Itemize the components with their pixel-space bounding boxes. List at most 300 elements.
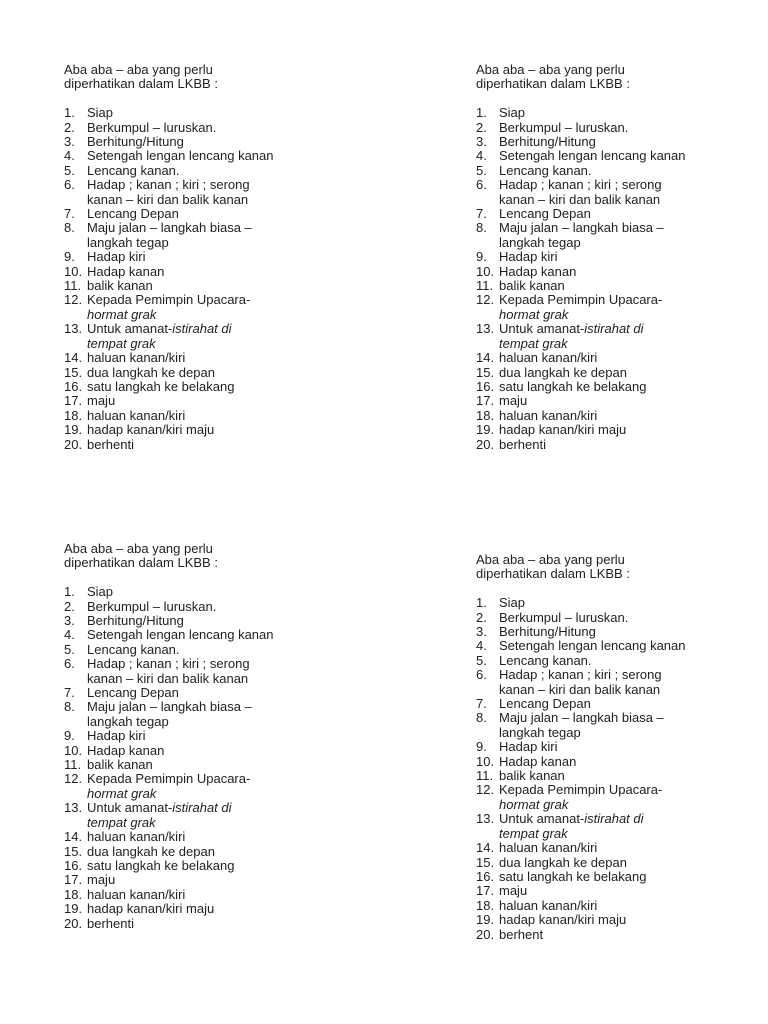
item-number: 9. [476, 249, 487, 265]
item-number: 7. [64, 685, 75, 701]
list-item [476, 394, 768, 408]
list-item [64, 394, 364, 408]
list-item [476, 711, 768, 740]
list-item [64, 801, 364, 830]
item-number: 5. [476, 652, 487, 668]
item-text-main: Setengah lengan lencang kanan [499, 638, 686, 654]
item-text [87, 830, 364, 844]
list-item [476, 409, 768, 423]
item-text [87, 135, 364, 149]
block-title-line-2: diperhatikan dalam LKBB : [64, 76, 218, 92]
list-item [64, 873, 364, 887]
item-text-main: balik kanan [87, 278, 153, 294]
item-text-main: Lencang kanan. [87, 641, 180, 657]
item-text-main: haluan kanan/kiri [499, 897, 598, 913]
item-number: 12. [64, 771, 83, 787]
item-text-main: Untuk amanat- [499, 811, 585, 827]
item-text-continuation-italic: hormat grak [87, 306, 157, 322]
list-item [476, 438, 768, 452]
item-text [499, 783, 768, 812]
command-list-block-1 [64, 63, 364, 452]
list-item [476, 106, 768, 120]
block-title-line-2: diperhatikan dalam LKBB : [476, 76, 630, 92]
item-number: 7. [476, 696, 487, 712]
item-text-main: Maju jalan – langkah biasa – [87, 699, 252, 715]
list-item [64, 293, 364, 322]
item-text-continuation-italic: tempat grak [87, 814, 156, 830]
list-item [64, 149, 364, 163]
list-item [476, 884, 768, 898]
item-text [499, 812, 768, 841]
item-text [87, 686, 364, 700]
item-text-main: Hadap ; kanan ; kiri ; serong [499, 667, 662, 683]
item-number: 8. [64, 699, 75, 715]
list-item [64, 409, 364, 423]
item-text-main: satu langkah ke belakang [87, 378, 235, 394]
list-item [476, 164, 768, 178]
item-text-main: hadap kanan/kiri maju [87, 901, 215, 917]
item-text [87, 149, 364, 163]
item-text-main: haluan kanan/kiri [499, 350, 598, 366]
item-number: 10. [64, 263, 83, 279]
list-item [64, 322, 364, 351]
item-number: 12. [64, 292, 83, 308]
item-text-main: Berkumpul – luruskan. [499, 119, 629, 135]
item-number: 19. [64, 901, 83, 917]
list-item [476, 121, 768, 135]
item-text [87, 178, 364, 207]
item-number: 15. [64, 364, 83, 380]
item-text [499, 928, 768, 942]
item-text-main: berhenti [499, 436, 546, 452]
list-item [64, 772, 364, 801]
list-item [64, 600, 364, 614]
list-item [64, 366, 364, 380]
item-number: 6. [64, 656, 75, 672]
item-text-main: balik kanan [87, 757, 153, 773]
list-item [64, 686, 364, 700]
command-list-block-3 [64, 542, 364, 931]
item-text-main: Maju jalan – langkah biasa – [499, 710, 664, 726]
item-text-italic: istirahat di [172, 321, 232, 337]
item-text [499, 409, 768, 423]
item-text [87, 729, 364, 743]
item-text [499, 740, 768, 754]
item-number: 17. [64, 393, 83, 409]
item-text-main: Hadap ; kanan ; kiri ; serong [87, 177, 250, 193]
item-text [499, 394, 768, 408]
item-text-main: Lencang kanan. [87, 162, 180, 178]
item-text-main: Setengah lengan lencang kanan [87, 148, 274, 164]
item-text [499, 322, 768, 351]
item-text [87, 859, 364, 873]
block-title [64, 63, 364, 92]
item-number: 12. [476, 292, 495, 308]
item-text-main: berhent [499, 926, 544, 942]
item-number: 8. [476, 220, 487, 236]
item-text-continuation-italic: hormat grak [499, 796, 569, 812]
list-item [64, 700, 364, 729]
item-text [499, 149, 768, 163]
command-list-block-2 [476, 63, 768, 452]
item-text [87, 394, 364, 408]
item-text [499, 639, 768, 653]
list-item [64, 902, 364, 916]
list-item [64, 758, 364, 772]
item-number: 11. [476, 278, 494, 294]
item-number: 20. [64, 436, 83, 452]
item-text-main: Hadap ; kanan ; kiri ; serong [87, 656, 250, 672]
item-text-main: Hadap kiri [499, 249, 558, 265]
item-number: 18. [64, 407, 83, 423]
item-number: 19. [476, 422, 495, 438]
item-number: 3. [476, 134, 487, 150]
item-text [87, 657, 364, 686]
item-number: 19. [476, 912, 495, 928]
item-text-main: hadap kanan/kiri maju [499, 912, 627, 928]
item-number: 15. [476, 854, 495, 870]
item-text [499, 380, 768, 394]
list-item [476, 135, 768, 149]
item-text-main: Berkumpul – luruskan. [87, 598, 217, 614]
item-number: 2. [476, 119, 487, 135]
item-text-continuation-italic: hormat grak [87, 785, 157, 801]
list-item [476, 697, 768, 711]
item-number: 16. [476, 868, 495, 884]
item-number: 2. [64, 598, 75, 614]
item-number: 6. [64, 177, 75, 193]
block-title-line-2: diperhatikan dalam LKBB : [64, 555, 218, 571]
item-number: 9. [476, 739, 487, 755]
item-text-continuation: langkah tegap [499, 724, 581, 740]
item-text [499, 164, 768, 178]
item-text-main: Lencang Depan [87, 206, 179, 222]
list-item [476, 207, 768, 221]
item-text [499, 625, 768, 639]
list-item [476, 596, 768, 610]
item-text [87, 293, 364, 322]
list-item [64, 628, 364, 642]
item-text [499, 711, 768, 740]
item-number: 10. [64, 742, 83, 758]
item-number: 18. [476, 407, 495, 423]
item-text-main: Berhitung/Hitung [499, 134, 596, 150]
item-text-main: Kepada Pemimpin Upacara- [499, 292, 663, 308]
item-text [87, 380, 364, 394]
item-text [87, 801, 364, 830]
list-item [64, 380, 364, 394]
list-item [476, 899, 768, 913]
item-text [87, 423, 364, 437]
item-text [87, 744, 364, 758]
item-number: 16. [476, 378, 495, 394]
item-number: 11. [64, 278, 82, 294]
item-number: 7. [476, 206, 487, 222]
item-text-continuation-italic: hormat grak [499, 306, 569, 322]
item-text [499, 899, 768, 913]
item-number: 2. [476, 609, 487, 625]
item-text-main: Hadap kanan [87, 263, 165, 279]
item-text-italic: istirahat di [584, 811, 644, 827]
command-list-block-4 [476, 553, 768, 942]
item-text-main: maju [87, 872, 116, 888]
block-title-line-1: Aba aba – aba yang perlu [476, 552, 625, 567]
item-text-continuation: langkah tegap [87, 713, 169, 729]
item-text [87, 351, 364, 365]
item-text-main: dua langkah ke depan [499, 854, 627, 870]
item-text [87, 758, 364, 772]
item-text-main: Hadap kanan [499, 263, 577, 279]
item-text-main: Siap [87, 584, 114, 600]
item-text [499, 293, 768, 322]
item-text-main: Siap [499, 595, 526, 611]
item-text [87, 628, 364, 642]
list-item [476, 279, 768, 293]
list-item [64, 438, 364, 452]
item-number: 6. [476, 667, 487, 683]
item-text [499, 221, 768, 250]
item-text [499, 106, 768, 120]
list-item [476, 293, 768, 322]
item-text [499, 913, 768, 927]
item-text [87, 279, 364, 293]
item-text [499, 856, 768, 870]
item-text-continuation: langkah tegap [87, 234, 169, 250]
block-title-line-1: Aba aba – aba yang perlu [64, 541, 213, 556]
item-number: 14. [64, 350, 83, 366]
item-text-continuation: kanan – kiri dan balik kanan [499, 191, 661, 207]
item-text-italic: istirahat di [584, 321, 644, 337]
item-number: 16. [64, 378, 83, 394]
item-number: 14. [476, 350, 495, 366]
item-text-main: maju [499, 883, 528, 899]
item-text [499, 121, 768, 135]
item-text-main: Berhitung/Hitung [87, 134, 184, 150]
block-title [476, 553, 768, 582]
item-text-continuation: kanan – kiri dan balik kanan [499, 681, 661, 697]
item-number: 13. [476, 811, 495, 827]
item-text-main: Untuk amanat- [87, 800, 173, 816]
item-text-main: berhenti [87, 436, 134, 452]
list-item [476, 149, 768, 163]
item-text [87, 164, 364, 178]
list-item [476, 668, 768, 697]
item-number: 10. [476, 753, 495, 769]
item-text [499, 366, 768, 380]
item-text [87, 438, 364, 452]
item-text-continuation-italic: tempat grak [87, 335, 156, 351]
item-text-main: Hadap kiri [87, 249, 146, 265]
list-item [476, 423, 768, 437]
item-number: 17. [476, 883, 495, 899]
item-text [87, 322, 364, 351]
item-number: 19. [64, 422, 83, 438]
item-text-main: haluan kanan/kiri [87, 829, 186, 845]
block-title-line-1: Aba aba – aba yang perlu [64, 62, 213, 77]
item-text-main: Maju jalan – langkah biasa – [87, 220, 252, 236]
item-text [499, 207, 768, 221]
item-text-main: satu langkah ke belakang [87, 857, 235, 873]
item-text-continuation: langkah tegap [499, 234, 581, 250]
item-number: 17. [476, 393, 495, 409]
list-item [64, 744, 364, 758]
item-text-main: Setengah lengan lencang kanan [499, 148, 686, 164]
item-text-main: haluan kanan/kiri [87, 350, 186, 366]
item-number: 9. [64, 249, 75, 265]
item-text [87, 873, 364, 887]
item-text [499, 438, 768, 452]
item-text-main: Hadap kiri [499, 739, 558, 755]
list-item [476, 870, 768, 884]
list-item [476, 841, 768, 855]
list-item [476, 221, 768, 250]
item-text-main: dua langkah ke depan [499, 364, 627, 380]
item-text [499, 654, 768, 668]
list-item [476, 265, 768, 279]
item-text-main: haluan kanan/kiri [87, 886, 186, 902]
item-number: 5. [64, 162, 75, 178]
item-number: 1. [64, 584, 75, 600]
item-number: 4. [64, 148, 75, 164]
list-item [64, 585, 364, 599]
item-text [499, 279, 768, 293]
item-text-main: Berkumpul – luruskan. [87, 119, 217, 135]
item-number: 13. [476, 321, 495, 337]
command-list [476, 106, 768, 452]
item-number: 1. [476, 595, 487, 611]
item-text-continuation: kanan – kiri dan balik kanan [87, 191, 249, 207]
list-item [476, 783, 768, 812]
item-text [87, 643, 364, 657]
item-text-main: satu langkah ke belakang [499, 378, 647, 394]
item-number: 13. [64, 321, 83, 337]
list-item [64, 178, 364, 207]
list-item [64, 845, 364, 859]
item-text [87, 121, 364, 135]
list-item [64, 423, 364, 437]
item-text-main: hadap kanan/kiri maju [87, 422, 215, 438]
item-text [87, 366, 364, 380]
list-item [476, 755, 768, 769]
item-number: 12. [476, 782, 495, 798]
item-text [499, 250, 768, 264]
list-item [476, 380, 768, 394]
item-text-main: Lencang kanan. [499, 652, 592, 668]
item-text-main: balik kanan [499, 768, 565, 784]
item-text [499, 668, 768, 697]
item-number: 11. [476, 768, 494, 784]
item-number: 20. [476, 436, 495, 452]
list-item [476, 366, 768, 380]
item-number: 14. [64, 829, 83, 845]
item-number: 18. [476, 897, 495, 913]
item-text-main: Kepada Pemimpin Upacara- [87, 771, 251, 787]
item-text-main: Berkumpul – luruskan. [499, 609, 629, 625]
item-text [87, 700, 364, 729]
item-text [499, 870, 768, 884]
item-text [499, 769, 768, 783]
command-list [64, 585, 364, 931]
item-number: 15. [64, 843, 83, 859]
item-number: 3. [64, 613, 75, 629]
item-text [499, 884, 768, 898]
item-text [87, 600, 364, 614]
command-list [64, 106, 364, 452]
item-text-continuation-italic: tempat grak [499, 825, 568, 841]
item-number: 8. [64, 220, 75, 236]
item-text-continuation-italic: tempat grak [499, 335, 568, 351]
item-number: 4. [476, 638, 487, 654]
item-text-main: Hadap kanan [499, 753, 577, 769]
item-text [87, 902, 364, 916]
item-number: 17. [64, 872, 83, 888]
item-text-main: Hadap kanan [87, 742, 165, 758]
item-text-continuation: kanan – kiri dan balik kanan [87, 670, 249, 686]
list-item [64, 207, 364, 221]
item-text [87, 917, 364, 931]
item-number: 5. [64, 641, 75, 657]
item-text-main: Untuk amanat- [87, 321, 173, 337]
item-text-main: Untuk amanat- [499, 321, 585, 337]
item-number: 9. [64, 728, 75, 744]
command-list [476, 596, 768, 942]
item-text [87, 250, 364, 264]
list-item [476, 928, 768, 942]
list-item [476, 654, 768, 668]
list-item [64, 265, 364, 279]
item-text-italic: istirahat di [172, 800, 232, 816]
item-text-main: maju [499, 393, 528, 409]
list-item [64, 279, 364, 293]
item-text-main: berhenti [87, 915, 134, 931]
item-number: 14. [476, 840, 495, 856]
item-text [499, 755, 768, 769]
list-item [476, 178, 768, 207]
item-text [87, 221, 364, 250]
item-number: 10. [476, 263, 495, 279]
item-text [87, 585, 364, 599]
list-item [476, 322, 768, 351]
item-text [499, 596, 768, 610]
item-text-main: Berhitung/Hitung [87, 613, 184, 629]
item-text-main: Siap [87, 105, 114, 121]
list-item [64, 859, 364, 873]
item-text [499, 265, 768, 279]
item-text-main: dua langkah ke depan [87, 843, 215, 859]
item-text-main: Lencang Depan [499, 696, 591, 712]
list-item [64, 830, 364, 844]
list-item [476, 625, 768, 639]
item-number: 11. [64, 757, 82, 773]
item-text-main: haluan kanan/kiri [499, 407, 598, 423]
item-text [87, 207, 364, 221]
item-text [87, 409, 364, 423]
list-item [64, 888, 364, 902]
list-item [476, 769, 768, 783]
list-item [64, 657, 364, 686]
item-text-main: Siap [499, 105, 526, 121]
item-text [499, 697, 768, 711]
item-text-main: dua langkah ke depan [87, 364, 215, 380]
item-text-main: hadap kanan/kiri maju [499, 422, 627, 438]
item-text-main: Setengah lengan lencang kanan [87, 627, 274, 643]
item-text-main: Lencang Depan [499, 206, 591, 222]
list-item [476, 351, 768, 365]
item-text-main: balik kanan [499, 278, 565, 294]
item-number: 16. [64, 857, 83, 873]
item-text [499, 611, 768, 625]
item-text-main: Kepada Pemimpin Upacara- [499, 782, 663, 798]
